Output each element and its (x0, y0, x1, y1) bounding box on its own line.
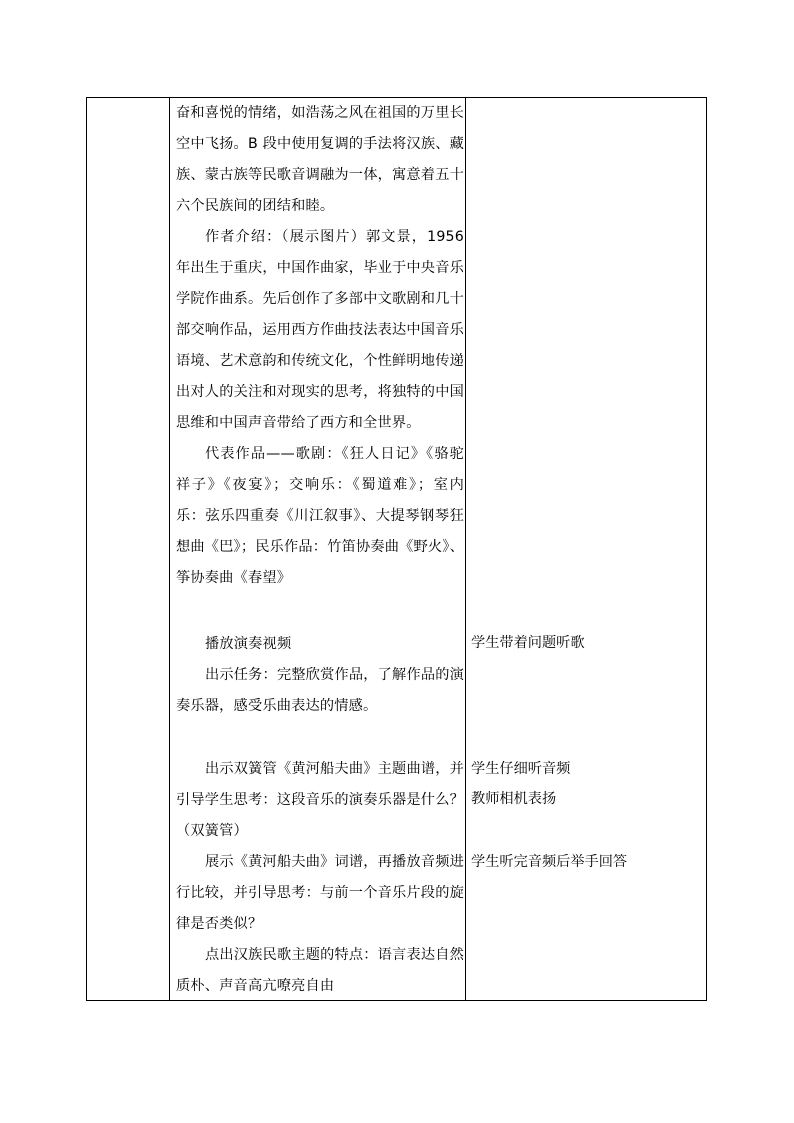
paragraph-folk-song-features: 点出汉族民歌主题的特点：语言表达自然质朴、声音高亢嘹亮自由 (176, 947, 464, 994)
paragraph-oboe-score: 出示双簧管《黄河船夫曲》主题曲谱，并引导学生思考：这段音乐的演奏乐器是什么？（双簧管） (176, 761, 464, 839)
paragraph-representative-works: 代表作品——歌剧：《狂人日记》《骆驼祥子》《夜宴》；交响乐：《蜀道难》；室内乐：弦乐四重奏《川江叙事》、大提琴钢琴狂想曲《巴》；民乐作品：竹笛协奏曲《野火》、筝协奏曲《春望》 (176, 446, 464, 586)
note-listen-carefully: 学生仔细听音频 (471, 761, 571, 777)
note-listen-with-questions: 学生带着问题听歌 (471, 635, 585, 651)
note-teacher-praise: 教师相机表扬 (471, 791, 557, 807)
paragraph-music-description: 奋和喜悦的情绪，如浩荡之风在祖国的万里长空中飞扬。B 段中使用复调的手法将汉族、藏族、蒙古族等民歌音调融为一体，寓意着五十六个民族间的团结和睦。 (176, 105, 465, 214)
note-raise-hand-answer: 学生听完音频后举手回答 (471, 854, 628, 870)
paragraph-lyrics-compare: 展示《黄河船夫曲》词谱，再播放音频进行比较，并引导思考：与前一个音乐片段的旋律是否类似？ (176, 854, 464, 932)
lesson-plan-table (86, 97, 707, 1001)
student-activities-cell (466, 98, 708, 1000)
left-column-cell (87, 98, 169, 1000)
paragraph-composer-intro: 作者介绍：（展示图片）郭文景，1956 年出生于重庆，中国作曲家，毕业于中央音乐学院作曲系。先后创作了多部中文歌剧和几十部交响作品，运用西方作曲技法表达中国音乐语境、艺术意韵和传统文化，个性鲜明地传递出对人的关注和对现实的思考，将独特的中国思维和中国声音带给了西方和全世界。 (176, 229, 464, 431)
paragraph-play-video: 播放演奏视频 (205, 636, 292, 652)
teaching-activities-cell (170, 98, 465, 1000)
paragraph-task: 出示任务：完整欣赏作品，了解作品的演奏乐器，感受乐曲表达的情感。 (176, 667, 464, 714)
